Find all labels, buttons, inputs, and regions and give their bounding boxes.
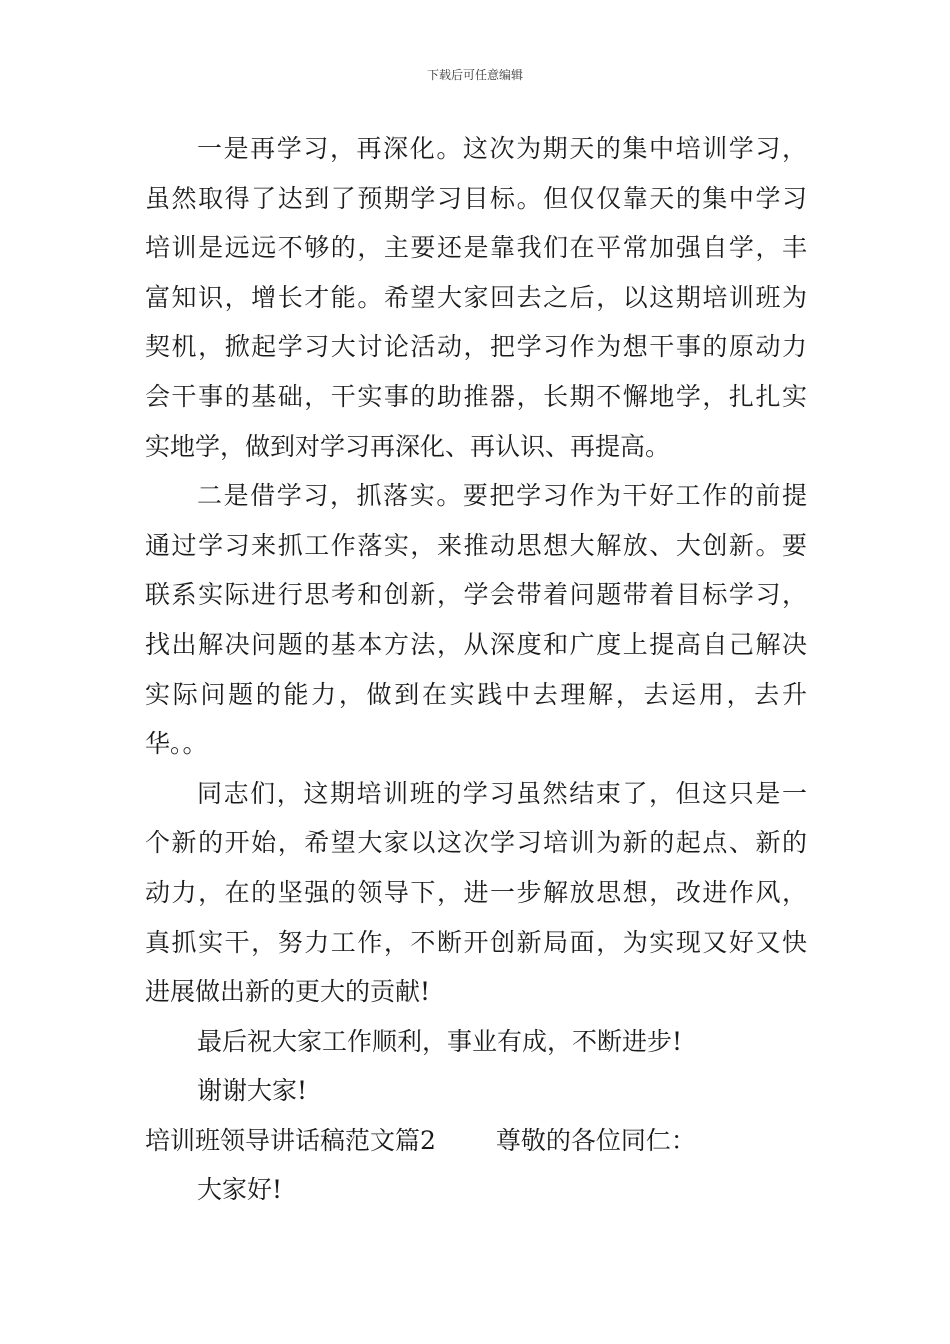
text-line: 富知识，增长才能。希望大家回去之后，以这期培训班为: [145, 282, 807, 312]
section-title: 培训班领导讲话稿范文篇2: [145, 1125, 436, 1155]
paragraph-closing-remarks: [145, 769, 807, 1017]
text-line: 华。。: [145, 729, 208, 759]
text-line: 培训是远远不够的，主要还是靠我们在平常加强自学，丰: [145, 233, 807, 263]
text-line: 一是再学习，再深化。这次为期天的集中培训学习，: [197, 134, 807, 163]
text-line: 谢谢大家!: [197, 1076, 308, 1106]
text-line: 实际问题的能力，做到在实践中去理解，去运用，去升: [145, 679, 807, 709]
text-line: 联系实际进行思考和创新，学会带着问题带着目标学习，: [145, 580, 807, 610]
greeting: 大家好!: [197, 1175, 283, 1205]
text-line: 通过学习来抓工作落实，来推动思想大解放、大创新。要: [145, 530, 807, 560]
paragraph-study-implement: [145, 471, 807, 769]
text-line: 契机，掀起学习大讨论活动，把学习作为想干事的原动力: [145, 332, 807, 362]
text-line: 虽然取得了达到了预期学习目标。但仅仅靠天的集中学习: [145, 183, 807, 213]
text-line: 二是借学习，抓落实。要把学习作为干好工作的前提: [197, 481, 807, 511]
document-body: [145, 124, 807, 1215]
text-line: 真抓实干，努力工作，不断开创新局面，为实现又好又快: [145, 927, 807, 957]
text-line: 会干事的基础，干实事的助推器，长期不懈地学，扎扎实: [145, 381, 807, 411]
paragraph-wishes: [145, 1017, 807, 1067]
text-line: 找出解决问题的基本方法，从深度和广度上提高自己解决: [145, 629, 807, 659]
salutation: 尊敬的各位同仁：: [495, 1125, 696, 1155]
paragraph-study-deepen: [145, 124, 807, 471]
text-line: 个新的开始，希望大家以这次学习培训为新的起点、新的: [145, 828, 807, 858]
text-line: 最后祝大家工作顺利，事业有成，不断进步!: [197, 1026, 683, 1056]
section-heading-line: [145, 1116, 807, 1166]
paragraph-thanks: [145, 1066, 807, 1116]
text-line: 同志们，这期培训班的学习虽然结束了，但这只是一: [197, 778, 807, 808]
page-header: 下载后可任意编辑: [426, 68, 523, 82]
text-line: 实地学，做到对学习再深化、再认识、再提高。: [145, 431, 671, 461]
text-line: 动力，在的坚强的领导下，进一步解放思想，改进作风，: [145, 877, 807, 907]
text-line: 进展做出新的更大的贡献!: [145, 977, 431, 1007]
